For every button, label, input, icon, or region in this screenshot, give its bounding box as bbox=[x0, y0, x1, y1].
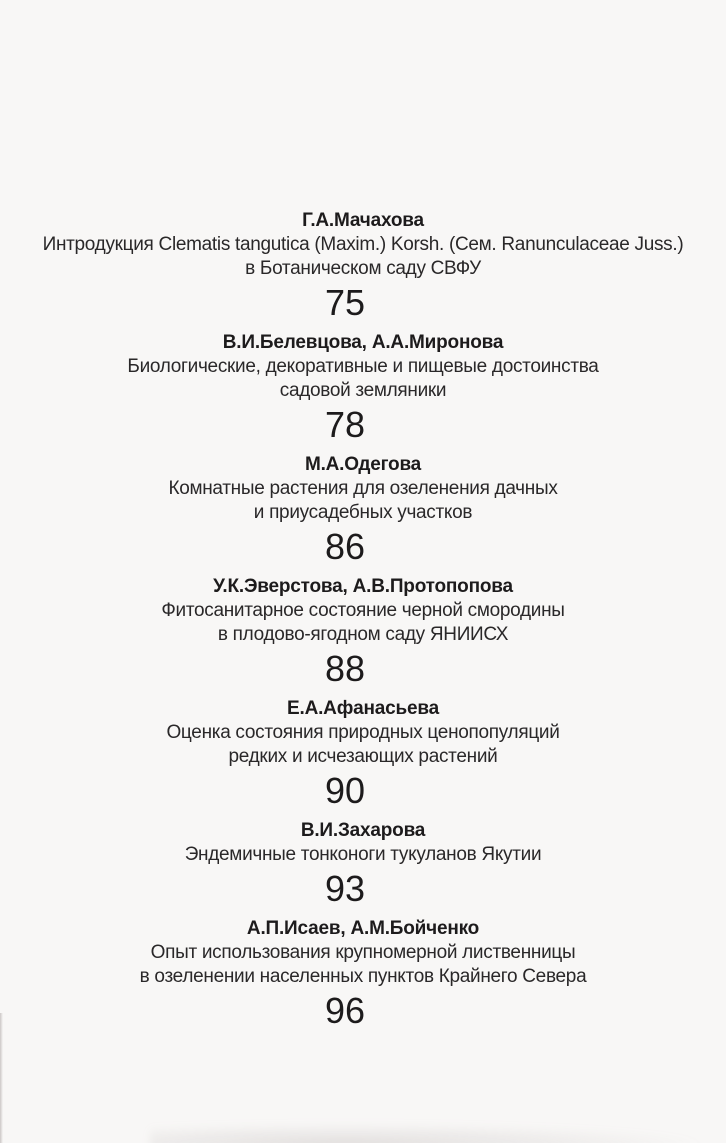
entry-title-line: Комнатные растения для озеленения дачных bbox=[168, 478, 558, 499]
entry-title-line: Фитосанитарное состояние черной смородины bbox=[161, 600, 565, 621]
toc-entry bbox=[0, 331, 726, 445]
entry-page-number: 90 bbox=[324, 770, 366, 811]
entry-page-number: 86 bbox=[324, 526, 366, 567]
scan-edge-shadow bbox=[0, 1013, 3, 1143]
entry-title-line: Интродукция Clematis tangutica (Maxim.) Korsh. (Сем. Ranunculaceae Juss.) bbox=[42, 234, 684, 255]
entry-title-line: Оценка состояния природных ценопопуляций bbox=[166, 722, 560, 743]
toc-entry bbox=[0, 209, 726, 323]
entry-title-line: Эндемичные тонконоги тукуланов Якутии bbox=[184, 844, 542, 865]
entry-title-line: садовой земляники bbox=[279, 380, 447, 401]
entry-page-number: 88 bbox=[324, 648, 366, 689]
toc-entry bbox=[0, 917, 726, 1031]
entry-title-line: в плодово-ягодном саду ЯНИИСХ bbox=[217, 624, 509, 645]
entry-title-line: редких и исчезающих растений bbox=[228, 746, 498, 767]
entry-page-number: 96 bbox=[324, 990, 366, 1031]
toc-entry bbox=[0, 697, 726, 811]
entry-title-line: в Ботаническом саду СВФУ bbox=[245, 258, 481, 279]
entry-authors: Е.А.Афанасьева bbox=[287, 698, 439, 719]
toc-entry bbox=[0, 819, 726, 909]
entry-page-number: 78 bbox=[324, 404, 366, 445]
entry-authors: Г.А.Мачахова bbox=[302, 210, 424, 231]
entry-title-line: Биологические, декоративные и пищевые достоинства bbox=[127, 356, 599, 377]
toc-entry bbox=[0, 575, 726, 689]
entry-authors: У.К.Эверстова, А.В.Протопопова bbox=[213, 576, 513, 597]
entry-page-number: 75 bbox=[324, 282, 366, 323]
entry-title-line: в озеленении населенных пунктов Крайнего Севера bbox=[139, 966, 587, 987]
toc-entry bbox=[0, 453, 726, 567]
entry-authors: В.И.Захарова bbox=[300, 820, 426, 841]
scan-smudge-artifact bbox=[150, 1123, 710, 1143]
entry-authors: М.А.Одегова bbox=[304, 454, 422, 475]
entry-title-line: Опыт использования крупномерной лиственницы bbox=[150, 942, 576, 963]
entry-page-number: 93 bbox=[324, 868, 366, 909]
entry-title-line: и приусадебных участков bbox=[253, 502, 473, 523]
entry-authors: В.И.Белевцова, А.А.Миронова bbox=[222, 332, 504, 353]
entry-authors: А.П.Исаев, А.М.Бойченко bbox=[246, 918, 480, 939]
